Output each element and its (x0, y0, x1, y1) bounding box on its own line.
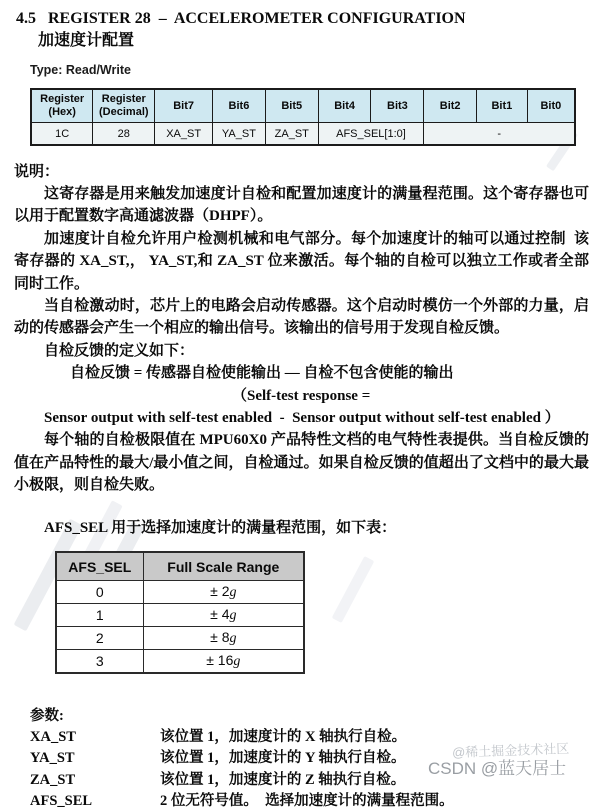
parameter-row (14, 791, 589, 812)
description-paragraph-4: 每个轴的自检极限值在 MPU60X0 产品特性文档的电气特性表提供。当自检反馈的值在产品特性的最大/最小值之间，自检通过。如果自检反馈的值超出了文档中的最大最小极限，则自检失败。 (14, 432, 589, 494)
section-title (14, 8, 589, 30)
section-title-text: REGISTER 28 – ACCELEROMETER CONFIGURATION (48, 10, 466, 27)
afs-sel-value: 2 (56, 627, 143, 650)
afs-range-unit: g (229, 631, 237, 647)
col-header-bit2: Bit2 (424, 89, 477, 123)
col-header-bit3: Bit3 (371, 89, 424, 123)
afs-range-value (143, 581, 304, 604)
afs-range-number: ± 8 (210, 629, 230, 646)
register-type-label: Type: Read/Write (30, 63, 131, 77)
afs-sel-value: 3 (56, 650, 143, 674)
afs-sel-value: 0 (56, 581, 143, 604)
afs-table-row (56, 604, 304, 627)
col-header-bit1: Bit1 (476, 89, 527, 123)
bit4-bit3-value: AFS_SEL[1:0] (318, 123, 424, 146)
afs-sel-value: 1 (56, 604, 143, 627)
afs-table-header-range: Full Scale Range (143, 552, 304, 581)
parameter-name: ZA_ST (30, 771, 76, 788)
selftest-definition-label: 自检反馈的定义如下： (44, 342, 195, 359)
register-hex-value: 1C (31, 123, 93, 146)
afs-table-row (56, 581, 304, 604)
afs-sel-range-table (55, 551, 305, 674)
parameter-name: XA_ST (30, 729, 76, 746)
csdn-watermark: CSDN @蓝天居士 (428, 759, 567, 778)
afs-range-value (143, 627, 304, 650)
col-header-bit7: Bit7 (155, 89, 213, 123)
parameter-name: AFS_SEL (30, 792, 93, 809)
description-label: 说明： (14, 164, 60, 180)
afs-table-row (56, 627, 304, 650)
afs-range-unit: g (229, 608, 237, 624)
bit6-value: YA_ST (213, 123, 266, 146)
col-header-bit0: Bit0 (527, 89, 575, 123)
parameter-name: YA_ST (30, 750, 75, 767)
description-paragraph-3: 当自检激动时，芯片上的电路会启动传感器。这个启动时模仿一个外部的力量，启动的传感器会产生一个相应的输出信号。该输出的信号用于发现自检反馈。 (14, 298, 589, 337)
parameter-description: 2 位无符号值。 选择加速度计的满量程范围。 (160, 792, 454, 809)
parameter-description: 该位置 1，加速度计的 Z 轴执行自检。 (160, 771, 406, 788)
section-subtitle-cn: 加速度计配置 (38, 32, 135, 49)
col-header-bit6: Bit6 (213, 89, 266, 123)
col-header-register-hex-line1: Register (40, 93, 85, 105)
afs-range-unit: g (233, 654, 241, 670)
parameter-description: 该位置 1，加速度计的 X 轴执行自检。 (160, 729, 407, 746)
register-value-row (31, 123, 575, 146)
parameter-description: 该位置 1，加速度计的 Y 轴执行自检。 (160, 750, 406, 767)
col-header-register-decimal-line2: (Decimal) (99, 106, 149, 118)
col-header-register-decimal-line1: Register (101, 93, 146, 105)
bit2-bit0-value: - (424, 123, 575, 146)
register-decimal-value: 28 (93, 123, 155, 146)
col-header-bit4: Bit4 (318, 89, 371, 123)
col-header-register-hex (31, 89, 93, 123)
description-paragraph-1: 这寄存器是用来触发加速度计自检和配置加速度计的满量程范围。这个寄存器也可以用于配置数字高通滤波器（DHPF）。 (14, 186, 589, 225)
afs-range-number: ± 4 (210, 606, 230, 623)
col-header-register-hex-line2: (Hex) (48, 106, 76, 118)
afs-table-row (56, 650, 304, 674)
selftest-formula-en-line2: Sensor output with self-test enabled - Sensor output without self-test enabled ） (44, 410, 560, 427)
parameters-label: 参数: (30, 708, 64, 725)
col-header-register-decimal (93, 89, 155, 123)
afs-range-value (143, 604, 304, 627)
bit7-value: XA_ST (155, 123, 213, 146)
afs-range-number: ± 16 (206, 652, 234, 669)
bit5-value: ZA_ST (265, 123, 318, 146)
afs-range-unit: g (229, 585, 237, 601)
col-header-bit5: Bit5 (265, 89, 318, 123)
selftest-formula-en-line1: （Self-test response = (232, 387, 371, 404)
afs-range-value (143, 650, 304, 674)
register-bit-table (30, 88, 576, 146)
description-paragraph-2: 加速度计自检允许用户检测机械和电气部分。每个加速度计的轴可以通过控制 该寄存器的 XA_ST,， YA_ST,和 ZA_ST 位来激活。每个轴的自检可以独立工作或者全部同时工作。 (14, 230, 589, 292)
afs-range-number: ± 2 (210, 583, 230, 600)
juejin-watermark: @稀土掘金技术社区 (451, 740, 570, 761)
afs-sel-intro: AFS_SEL 用于选择加速度计的满量程范围，如下表： (44, 519, 397, 536)
section-number: 4.5 (16, 10, 36, 27)
selftest-formula-cn: 自检反馈 = 传感器自检使能输出 — 自检不包含使能的输出 (70, 365, 454, 382)
afs-table-header-sel: AFS_SEL (56, 552, 143, 581)
